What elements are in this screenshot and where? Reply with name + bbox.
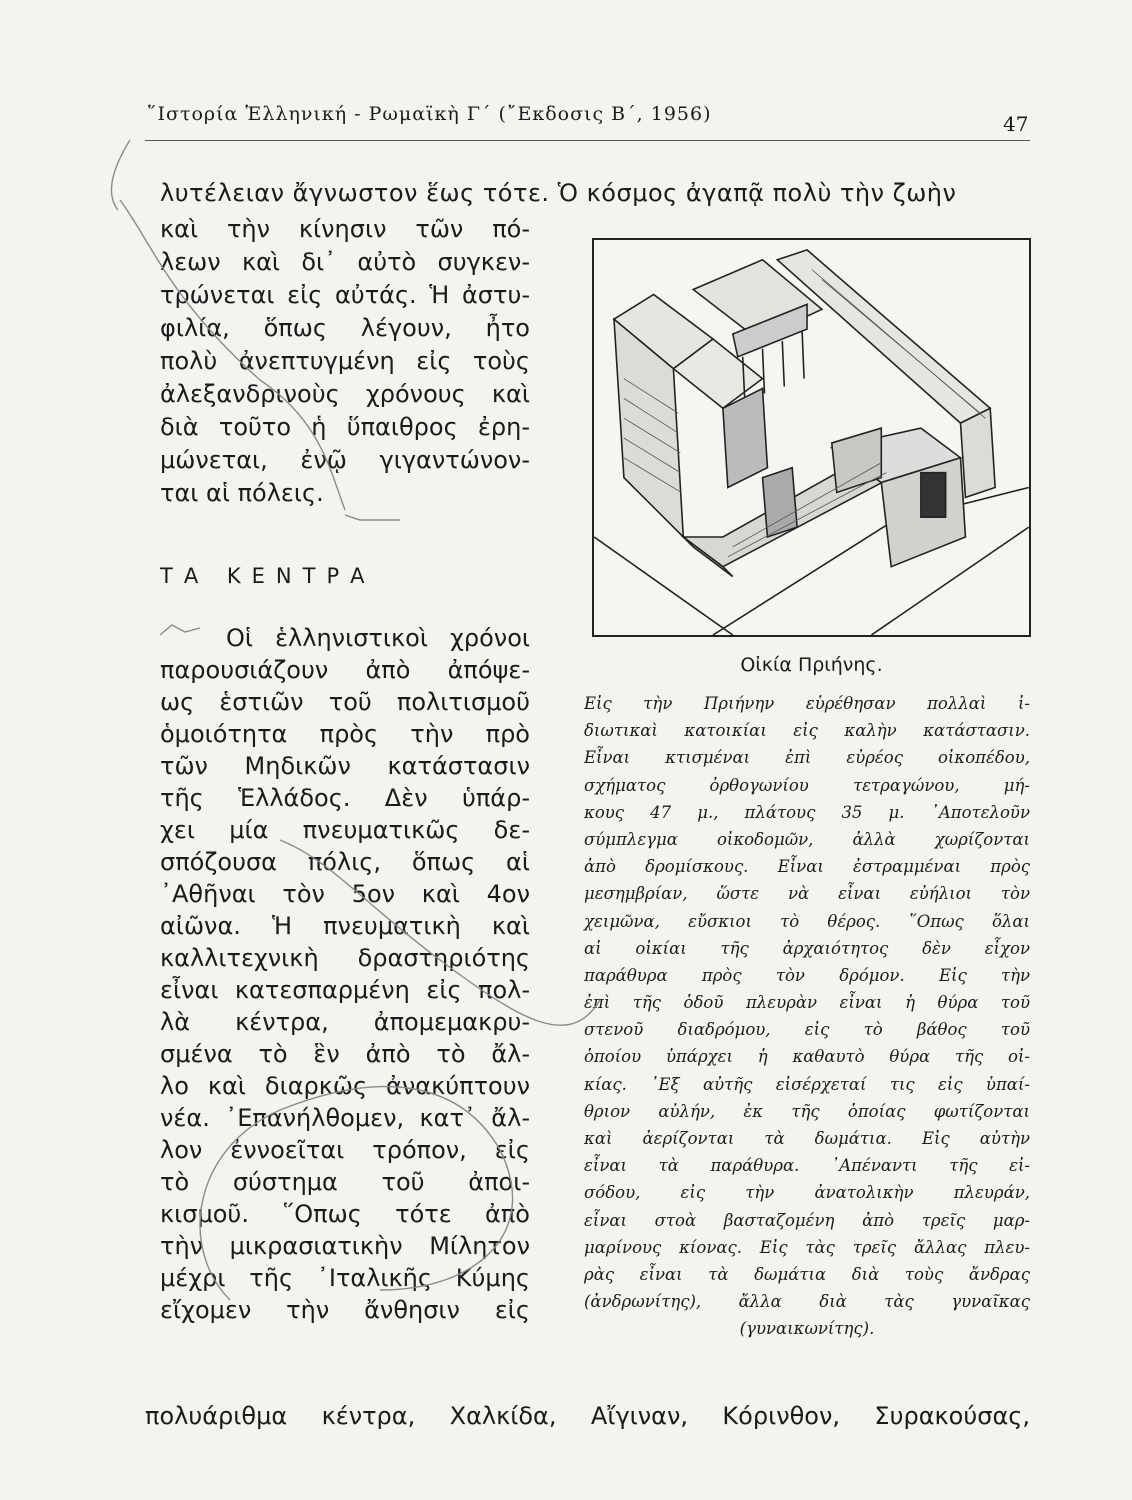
caption-line: καὶ ἀερίζονται τὰ δωμάτια. Εἰς αὐτὴν (584, 1129, 1030, 1148)
text-line: διὰ τοῦτο ἡ ὕπαιθρος ἐρη- (160, 413, 530, 441)
caption-text (584, 690, 1030, 1343)
text-line: τρώνεται εἰς αὐτάς. Ἡ ἀστυ- (160, 281, 530, 309)
text-line: εἶναι κατεσπαρμένη εἰς πολ- (160, 976, 530, 1004)
text-line: Οἱ ἑλληνιστικοὶ χρόνοι (226, 624, 530, 652)
header-rule (145, 140, 1030, 141)
closing-line: πολυάριθμα κέντρα, Χαλκίδα, Αἴγιναν, Κόρινθον, Συρακούσας, (145, 1402, 1030, 1430)
text-line: ται αἱ πόλεις. (160, 479, 324, 507)
text-line: ᾿Αθῆναι τὸν 5ον καὶ 4ον (160, 880, 530, 908)
figure-frame (592, 238, 1031, 637)
page-number: 47 (1003, 112, 1029, 136)
text-line: λὰ κέντρα, ἀπομεμακρυ- (160, 1008, 530, 1036)
text-line: λεων καὶ δι᾿ αὐτὸ συγκεν- (160, 248, 530, 276)
text-line: ὁμοιότητα πρὸς τὴν πρὸ (160, 720, 530, 748)
caption-line: εἶναι τὰ παράθυρα. ᾿Απέναντι τῆς εἰ- (584, 1156, 1030, 1176)
caption-line: μαρίνους κίονας. Εἰς τὰς τρεῖς ἄλλας πλευ- (584, 1237, 1030, 1257)
caption-line: σχήματος ὀρθογωνίου τετραγώνου, μή- (584, 775, 1030, 795)
caption-line: (ἀνδρωνίτης), ἄλλα διὰ τὰς γυναῖκας (584, 1292, 1030, 1312)
text-line: τὸ σύστημα τοῦ ἀποι- (160, 1168, 530, 1196)
caption-line: χειμῶνα, εὔσκιοι τὸ θέρος. ῞Οπως ὅλαι (584, 911, 1030, 931)
text-line: καὶ τὴν κίνησιν τῶν πό- (160, 215, 530, 243)
text-line: πολὺ ἀνεπτυγμένη εἰς τοὺς (160, 347, 530, 375)
caption-line: ἐπὶ τῆς ὁδοῦ πλευρὰν εἶναι ἡ θύρα τοῦ (584, 993, 1030, 1013)
text-line: φιλία, ὅπως λέγουν, ἦτο (160, 314, 530, 342)
caption-line: αἱ οἰκίαι τῆς ἀρχαιότητος δὲν εἶχον (584, 938, 1030, 958)
text-line: νέα. ᾿Επανήλθομεν, κατ᾿ ἄλ- (160, 1104, 530, 1132)
caption-line: σύμπλεγμα οἰκοδομῶν, ἀλλὰ χωρίζονται (584, 829, 1030, 849)
caption-line: Εἰς τὴν Πριήνην εὑρέθησαν πολλαὶ ἰ- (584, 694, 1030, 713)
left-column-top (160, 213, 530, 510)
text-line: μέχρι τῆς ᾿Ιταλικῆς Κύμης (160, 1264, 530, 1292)
caption-line: ρὰς εἶναι τὰ δωμάτια διὰ τοὺς ἄνδρας (584, 1264, 1030, 1284)
caption-line: ὁποίου ὑπάρχει ἡ καθαυτὸ θύρα τῆς οἰ- (584, 1047, 1030, 1067)
caption-line: παράθυρα πρὸς τὸν δρόμον. Εἰς τὴν (584, 965, 1030, 985)
caption-line: Εἶναι κτισμέναι ἐπὶ εὐρέος οἰκοπέδου, (584, 748, 1030, 768)
text-line: μώνεται, ἐνῷ γιγαντώνον- (160, 446, 530, 474)
caption-line: (γυναικωνίτης). (739, 1319, 875, 1339)
text-line: χει μία πνευματικῶς δε- (160, 816, 530, 844)
caption-line: σόδου, εἰς τὴν ἀνατολικὴν πλευράν, (584, 1183, 1030, 1203)
text-line: καλλιτεχνικὴ δραστηριότης (160, 944, 530, 972)
text-line: λον ἐννοεῖται τρόπον, εἰς (160, 1136, 530, 1164)
text-line: αἰῶνα. Ἡ πνευματικὴ καὶ (160, 912, 530, 940)
caption-line: κίας. ᾿Εξ αὐτῆς εἰσέρχεταί τις εἰς ὑπαί- (584, 1074, 1030, 1094)
caption-line: στενοῦ διαδρόμου, εἰς τὸ βάθος τοῦ (584, 1020, 1030, 1040)
text-line: σπόζουσα πόλις, ὅπως αἱ (160, 848, 530, 876)
text-line: σμένα τὸ ἓν ἀπὸ τὸ ἄλ- (160, 1040, 530, 1068)
text-line: ως ἑστιῶν τοῦ πολιτισμοῦ (160, 688, 530, 716)
text-line: κισμοῦ. ῞Οπως τότε ἀπὸ (160, 1200, 530, 1228)
caption-line: κους 47 μ., πλάτους 35 μ. ᾿Αποτελοῦν (584, 802, 1030, 822)
text-line: τῆς Ἑλλάδος. Δὲν ὑπάρ- (160, 784, 530, 812)
text-line: τὴν μικρασιατικὴν Μίλητον (160, 1232, 530, 1260)
text-line: τῶν Μηδικῶν κατάστασιν (160, 752, 530, 780)
left-column-bottom (160, 622, 530, 1326)
text-line: λο καὶ διαρκῶς ἀνακύπτουν (160, 1072, 530, 1100)
running-head: ῞Ιστορία Ἑλληνική - Ρωμαϊκὴ Γ΄ (῎Εκδοσις Β΄, 1956) (147, 103, 712, 125)
caption-line: εἶναι στοὰ βασταζομένη ἀπὸ τρεῖς μαρ- (584, 1210, 1030, 1230)
figure-caption: Οἰκία Πριήνης. (740, 654, 883, 676)
house-of-priene-illustration-icon (594, 240, 1029, 635)
opening-line: λυτέλειαν ἄγνωστον ἕως τότε. Ὁ κόσμος ἀγαπᾷ πολὺ τὴν ζωὴν (160, 179, 957, 207)
text-line: παρουσιάζουν ἀπὸ ἀπόψε- (160, 656, 530, 684)
caption-line: μεσημβρίαν, ὥστε νὰ εἶναι εὐήλιοι τὸν (584, 884, 1030, 904)
text-line: ἀλεξανδρινοὺς χρόνους καὶ (160, 380, 530, 408)
caption-line: θριον αὐλήν, ἐκ τῆς ὁποίας φωτίζονται (584, 1101, 1030, 1121)
caption-line: ἀπὸ δρομίσκους. Εἶναι ἐστραμμέναι πρὸς (584, 857, 1030, 877)
text-line: εἴχομεν τὴν ἄνθησιν εἰς (160, 1296, 530, 1324)
section-heading: ΤΑ ΚΕΝΤΡΑ (160, 564, 376, 588)
caption-line: διωτικαὶ κατοικίαι εἰς καλὴν κατάστασιν. (584, 721, 1030, 741)
